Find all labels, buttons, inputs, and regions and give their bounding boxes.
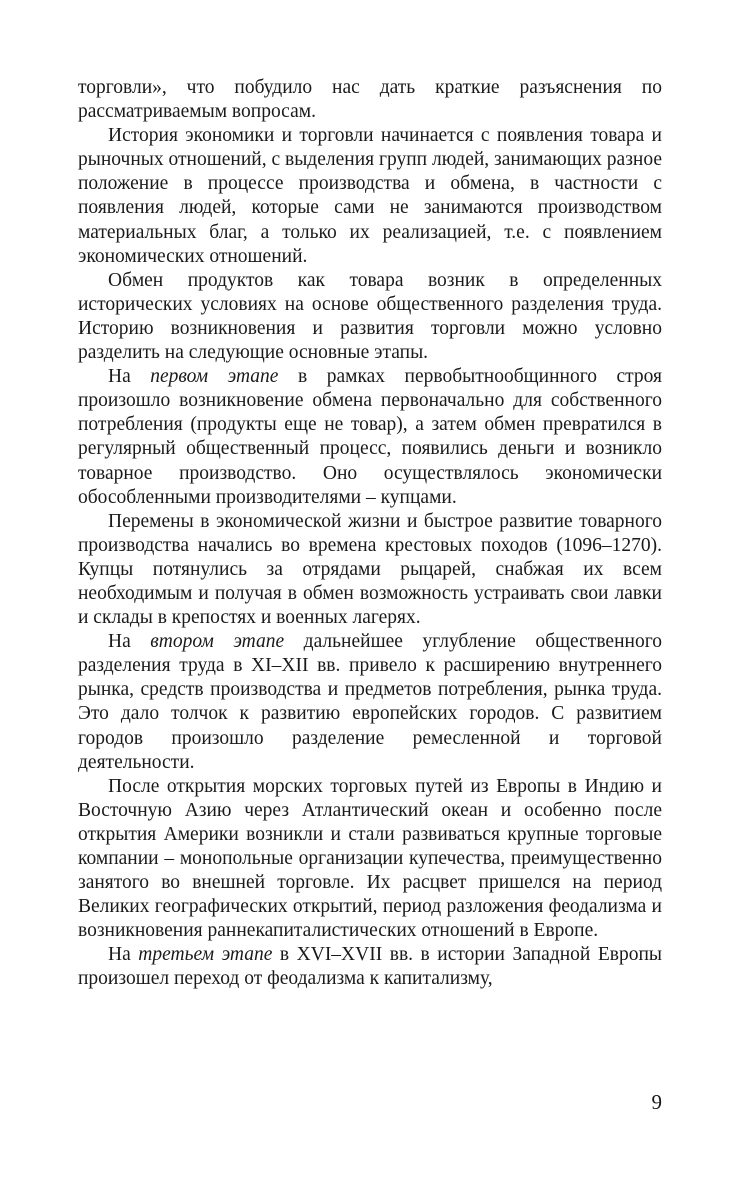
italic-term: втором этапе [150, 631, 285, 653]
text-run: Обмен продуктов как товара возник в определенных исторических условиях на основе общественного разделения труда. Историю возникновения и развития торговли можно условно разделить на следующие основные этапы. [78, 269, 662, 364]
page-body [78, 76, 662, 992]
paragraph [78, 365, 662, 510]
paragraph [78, 630, 662, 775]
text-run: торговли», что побудило нас дать краткие разъяснения по рассматриваемым вопросам. [78, 77, 662, 123]
text-run: На [108, 366, 151, 388]
paragraph [78, 943, 662, 991]
paragraph [78, 269, 662, 365]
text-run: История экономики и торговли начинается с появления товара и рыночных отношений, с выделения групп людей, занимающих разное положение в процессе производства и обмена, в частности с появления людей, которые сами не занимаются производством материальных благ, а только их реализацией, т.е. с появлением экономических отношений. [78, 125, 662, 267]
paragraph-continued [78, 76, 662, 124]
text-run: Перемены в экономической жизни и быстрое развитие товарного производства начались во времена крестовых походов (1096–1270). Купцы потянулись за отрядами рыцарей, снабжая их всем необходимым и получая в обмен возможность устраивать свои лавки и склады в крепостях и военных лагерях. [78, 510, 662, 629]
text-run: дальнейшее углубление общественного разделения труда в XI–XII вв. привело к расширению внутреннего рынка, средств производства и предметов потребления, рынка труда. Это дало толчок к развитию европейских городов. С развитием городов произошло разделение ремесленной и торговой деятельности. [78, 631, 662, 773]
text-run: в XVI–XVII вв. в истории Западной Европы произошел переход от феодализма к капитализму, [78, 944, 662, 990]
text-run: На [108, 944, 139, 966]
paragraph [78, 775, 662, 944]
text-run: После открытия морских торговых путей из Европы в Индию и Восточную Азию через Атлантический океан и особенно после открытия Америки возникли и стали развиваться крупные торговые компании – монопольные организации купечества, преимущественно занятого во внешней торговле. Их расцвет пришелся на период Великих географических открытий, период разложения феодализма и возникновения раннекапиталистических отношений в Европе. [78, 775, 662, 942]
text-run: в рамках первобытнообщинного строя произошло возникновение обмена первоначально для собственного потребления (продукты еще не товар), а затем обмен превратился в регулярный общественный процесс, появились деньги и возникло товарное производство. Оно осуществлялось экономически обособленными производителями – купцами. [78, 366, 662, 508]
italic-term: третьем этапе [138, 944, 273, 966]
italic-term: первом этапе [150, 366, 279, 388]
paragraph [78, 124, 662, 269]
page-number: 9 [651, 1090, 662, 1114]
paragraph [78, 510, 662, 630]
text-run: На [108, 631, 151, 653]
